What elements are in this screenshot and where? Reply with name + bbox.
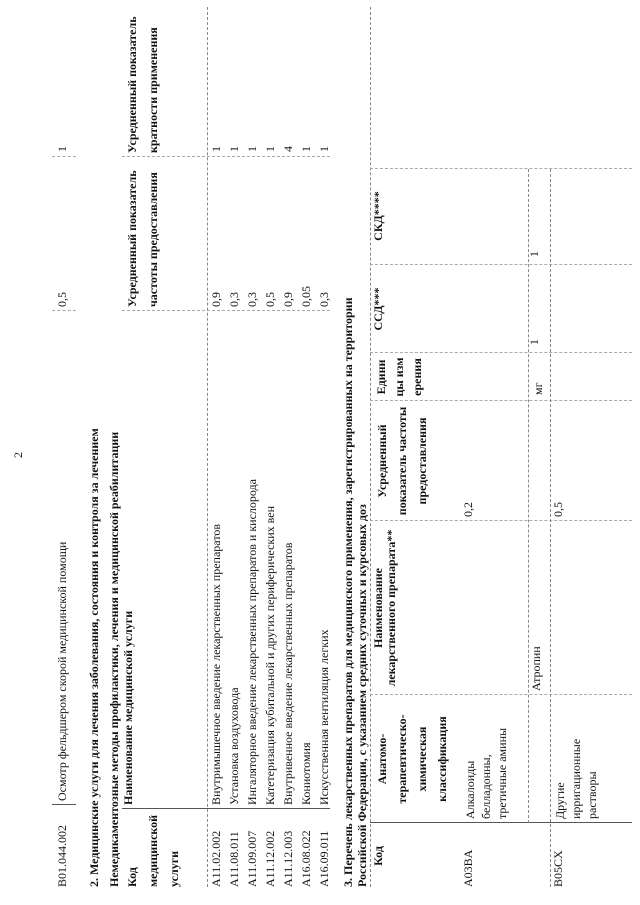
divider: [122, 808, 330, 809]
s2-row-freq: 0,3: [227, 292, 241, 307]
s2-row-mult: 1: [263, 146, 277, 152]
divider: [370, 352, 632, 353]
divider: [370, 264, 632, 265]
s2-row-freq: 0,05: [299, 286, 313, 307]
s3-row-freq: 0,5: [551, 502, 565, 517]
s2-row-name: Искусственная вентиляция легких: [317, 629, 331, 805]
s3-header-freq: Усредненный показатель частоты предоставления: [375, 406, 429, 516]
section2-subtitle: Немедикаментозные методы профилактики, лечения и медицинской реабилитации: [107, 431, 121, 887]
s2-row-freq: 0,9: [209, 292, 223, 307]
divider: [52, 310, 76, 311]
s2-row-code: A11.12.002: [263, 830, 277, 887]
s2-row-freq: 0,5: [263, 292, 277, 307]
s2-header-freq: Усредненный показатель частоты предоставления: [125, 170, 160, 307]
divider: [370, 822, 632, 823]
s2-header-code: Код медицинской услуги: [125, 814, 181, 887]
s3-row-code: B05CX: [551, 850, 565, 887]
divider: [52, 804, 76, 805]
s2-row-name: Ингаляторное введение лекарственных препаратов и кислорода: [245, 479, 259, 805]
s2-row-code: A11.02.002: [209, 830, 223, 887]
s3-row-atc: Алкалоиды белладонны, третичные амины: [463, 727, 509, 819]
s2-row-code: A11.08.011: [227, 831, 241, 887]
divider: [370, 520, 632, 521]
s2-row-name: Внутримышечное введение лекарственных препаратов: [209, 523, 223, 805]
s2-row-freq: 0,3: [245, 292, 259, 307]
s3-header-unit: Единицы измерения: [374, 357, 424, 397]
divider: [52, 156, 76, 157]
s3-header-ssd: ССД***: [371, 287, 385, 331]
s3-row-freq: 0,2: [461, 502, 475, 517]
divider: [528, 169, 529, 823]
s3-row-name: Атропин: [529, 646, 543, 691]
divider: [207, 7, 208, 887]
s2-header-name: Наименование медицинской услуги: [121, 610, 135, 805]
divider: [122, 310, 330, 311]
section3-title-line1: 3. Перечень лекарственных препаратов для медицинского применения, зарегистрированных на территории: [341, 297, 355, 887]
s2-header-mult: Усредненный показатель кратности применения: [125, 16, 160, 153]
divider: [370, 168, 632, 169]
s2-row-name: Установка воздуховода: [227, 687, 241, 805]
s2-row-code: A11.12.003: [281, 830, 295, 887]
s3-row-code: A03BA: [461, 849, 475, 887]
s2-row-mult: 1: [299, 146, 313, 152]
s2-row-mult: 1: [227, 146, 241, 152]
s2-row-code: A16.09.011: [317, 830, 331, 887]
s2-row-code: A16.08.022: [299, 830, 313, 887]
s2-row-mult: 4: [281, 146, 295, 152]
s2-row-freq: 0,3: [317, 292, 331, 307]
divider: [370, 694, 632, 695]
divider: [370, 400, 632, 401]
s2-row-mult: 1: [245, 146, 259, 152]
s3-row-skd: 1: [527, 251, 541, 257]
page-number: 2: [11, 452, 25, 458]
s3-header-name: Наименование лекарственного препарата**: [371, 529, 398, 687]
top-row-code: B01.044.002: [55, 824, 69, 887]
s3-header-skd: СКД****: [371, 191, 385, 241]
section3-title-line2: Российской Федерации, с указанием средних суточных и курсовых доз: [355, 504, 369, 887]
s3-header-code: Код: [371, 846, 385, 866]
s2-row-code: A11.09.007: [245, 830, 259, 887]
s3-row-atc: Другие ирригационные растворы: [553, 738, 599, 819]
divider: [122, 156, 330, 157]
top-row-freq: 0,5: [55, 292, 69, 307]
s3-row-ssd: 1: [527, 339, 541, 345]
top-row-mult: 1: [55, 146, 69, 152]
s3-row-unit: мг: [531, 382, 545, 395]
s3-header-atc: Анатомо-терапевтическо-химическая классификация: [375, 714, 449, 804]
s2-row-name: Катетеризация кубитальной и других периферических вен: [263, 506, 277, 805]
s2-row-mult: 1: [317, 146, 331, 152]
s2-row-freq: 0,9: [281, 292, 295, 307]
s2-row-name: Внутривенное введение лекарственных препаратов: [281, 542, 295, 805]
divider: [370, 7, 371, 887]
s2-row-mult: 1: [209, 146, 223, 152]
divider: [550, 169, 551, 887]
s2-row-name: Кониотомия: [299, 742, 313, 805]
section2-title: 2. Медицинские услуги для лечения заболевания, состояния и контроля за лечением: [87, 428, 101, 887]
top-row-name: Осмотр фельдшером скорой медицинской помощи: [55, 541, 69, 801]
